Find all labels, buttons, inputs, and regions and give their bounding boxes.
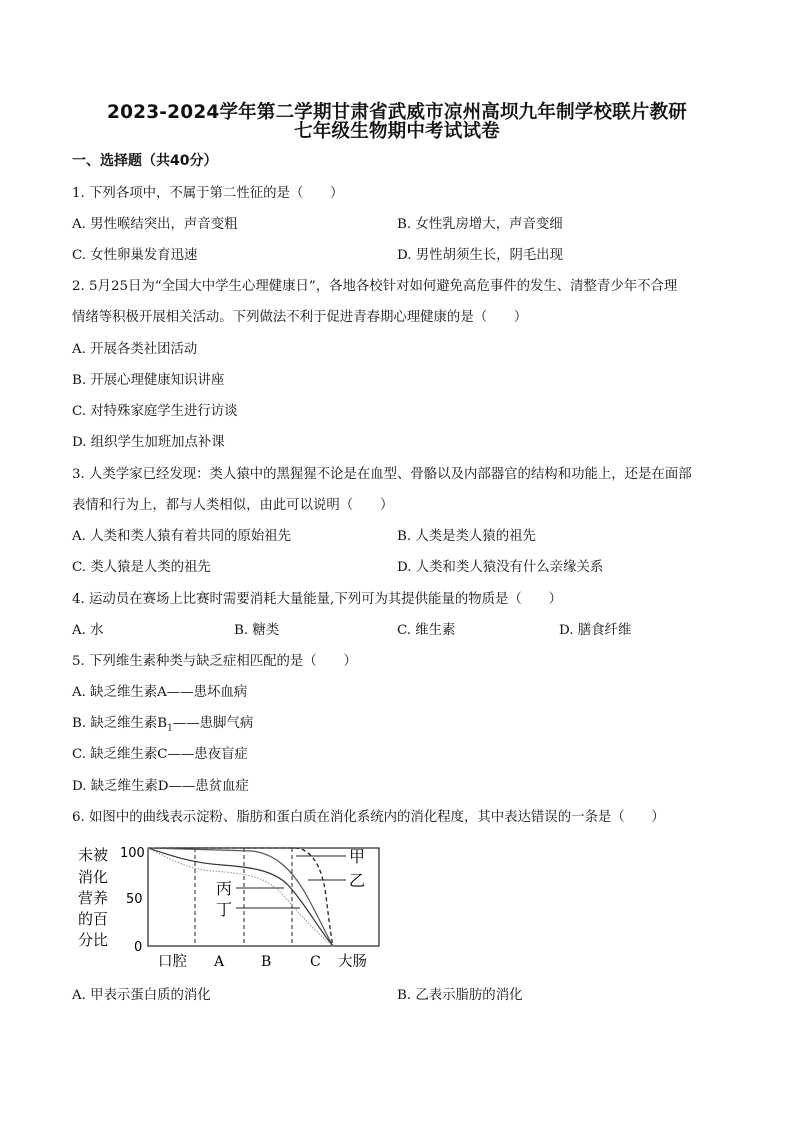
- question-3-option-b: B. 人类是类人猿的祖先: [397, 529, 536, 544]
- question-2-option-c: C. 对特殊家庭学生进行访谈: [72, 404, 238, 419]
- exam-title-line1: 2023-2024学年第二学期甘肃省武威市凉州高坝九年制学校联片教研: [107, 102, 687, 123]
- question-6-option-a: A. 甲表示蛋白质的消化: [72, 988, 211, 1003]
- question-1-option-b: B. 女性乳房增大，声音变细: [397, 217, 563, 232]
- label-ding: 丁: [216, 900, 233, 919]
- label-bing: 丙: [216, 879, 233, 898]
- plot-frame: [148, 848, 379, 946]
- x-tick-large-intestine: 大肠: [338, 954, 367, 970]
- x-tick-a: A: [214, 954, 225, 970]
- y-tick-0: 0: [134, 940, 143, 955]
- question-4-option-d: D. 膳食纤维: [559, 623, 632, 638]
- ylabel-line-3: 营养: [78, 889, 109, 907]
- x-tick-c: C: [310, 954, 321, 970]
- question-5-option-c: C. 缺乏维生素C——患夜盲症: [72, 747, 248, 762]
- question-3-option-a: A. 人类和类人猿有着共同的原始祖先: [72, 529, 292, 544]
- question-2-option-a: A. 开展各类社团活动: [72, 342, 198, 357]
- question-4-option-b: B. 糖类: [234, 623, 280, 638]
- question-1-stem: 1. 下列各项中，不属于第二性征的是（ ）: [72, 186, 344, 201]
- question-6-stem: 6. 如图中的曲线表示淀粉、脂肪和蛋白质在消化系统内的消化程度，其中表达错误的一条是（ ）: [72, 810, 665, 825]
- label-jia: 甲: [349, 847, 366, 866]
- question-1-option-d: D. 男性胡须生长，阴毛出现: [397, 248, 564, 263]
- question-4-stem: 4. 运动员在赛场上比赛时需要消耗大量能量,下列可为其提供能量的物质是（ ）: [72, 592, 562, 607]
- question-3-option-c: C. 类人猿是人类的祖先: [72, 560, 211, 575]
- curve-yi: [148, 848, 333, 946]
- question-3-option-d: D. 人类和类人猿没有什么亲缘关系: [397, 560, 604, 575]
- question-5-option-d: D. 缺乏维生素D——患贫血症: [72, 779, 249, 794]
- question-2-stem-line2: 情绪等积极开展相关活动。下列做法不利于促进青春期心理健康的是（ ）: [72, 310, 528, 325]
- ylabel-line-5: 分比: [78, 931, 109, 949]
- question-3-stem-line1: 3. 人类学家已经发现：类人猿中的黑猩猩不论是在血型、骨骼以及内部器官的结构和功能上，还是在面部: [72, 467, 692, 482]
- question-5-option-a: A. 缺乏维生素A——患坏血病: [72, 685, 248, 700]
- question-1-option-c: C. 女性卵巢发育迅速: [72, 248, 198, 263]
- ylabel-line-4: 的百: [78, 910, 109, 928]
- option-b-text: B. 缺乏维生素B: [72, 716, 168, 731]
- question-4-option-c: C. 维生素: [397, 623, 456, 638]
- curve-bing: [148, 848, 333, 946]
- question-1-option-a: A. 男性喉结突出，声音变粗: [72, 217, 238, 232]
- x-tick-oral: 口腔: [158, 954, 187, 970]
- exam-title-line2: 七年级生物期中考试试卷: [294, 121, 500, 142]
- curve-ding: [148, 848, 333, 946]
- ylabel-line-2: 消化: [78, 868, 109, 886]
- label-yi: 乙: [349, 871, 366, 890]
- question-5-option-b: [72, 712, 253, 734]
- question-2-stem-line1: 2. 5月25日为“全国大中学生心理健康日”，各地各校针对如何避免高危事件的发生、清整青少年不合理: [72, 279, 678, 294]
- y-tick-50: 50: [126, 892, 143, 907]
- ylabel-line-1: 未被: [78, 846, 109, 864]
- section-heading: 一、选择题（共40分）: [72, 153, 218, 169]
- question-4-option-a: A. 水: [72, 623, 104, 638]
- y-tick-100: 100: [120, 846, 145, 861]
- question-2-option-d: D. 组织学生加班加点补课: [72, 435, 225, 450]
- option-b-tail: ——患脚气病: [172, 716, 254, 731]
- x-tick-b: B: [261, 954, 272, 970]
- option-b-subscript: 1: [167, 723, 173, 734]
- question-2-option-b: B. 开展心理健康知识讲座: [72, 373, 225, 388]
- question-3-stem-line2: 表情和行为上，都与人类相似，由此可以说明（ ）: [72, 498, 394, 513]
- digestion-chart: [72, 836, 392, 972]
- question-6-option-b: B. 乙表示脂肪的消化: [397, 988, 523, 1003]
- curve-jia: [148, 848, 333, 946]
- question-5-stem: 5. 下列维生素种类与缺乏症相匹配的是（ ）: [72, 654, 357, 669]
